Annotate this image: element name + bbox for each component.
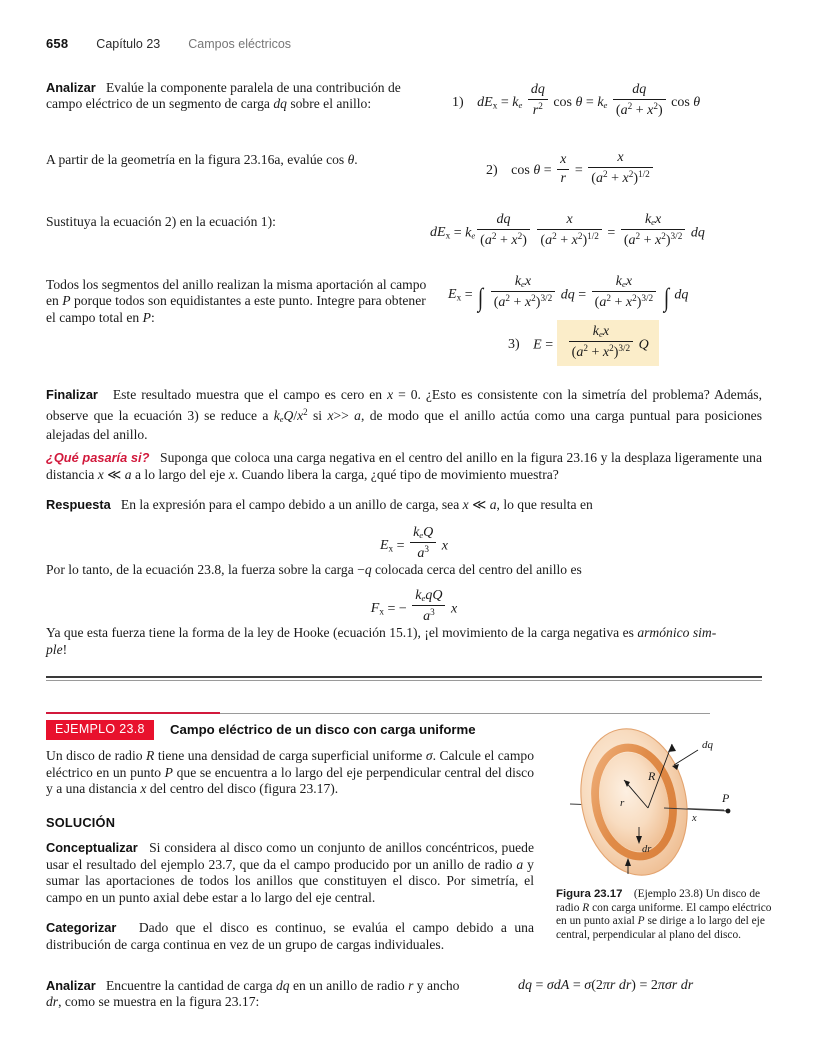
dq-leader-line xyxy=(674,750,698,765)
example-badge: EJEMPLO 23.8 xyxy=(46,720,154,740)
step-1-text: Analizar Evalúe la componente paralela de una contribución de campo eléctrico de un segmento de carga dq sobre el anillo: xyxy=(46,80,401,112)
what-if-label: ¿Qué pasaría si? xyxy=(46,450,150,465)
equation-integral: $E_x$ = ∫ $\frac{\text{kex}}{(a^2 + x^2)^{3/2}}$ dq = $\frac{\text{kex}}{(a^2 + x^2)^{3/2}}$ ∫ dq xyxy=(448,274,689,312)
highlighted-equation: $\frac{\text{kex}}{(a^2 + x^2)^{3/2}}$ Q xyxy=(557,320,659,366)
hooke-conclusion-paragraph: Ya que esta fuerza tiene la forma de la ley de Hooke (ecuación 15.1), ¡el movimiento de la carga negativa es armónico sim- ple! xyxy=(46,625,717,657)
example-grey-rule xyxy=(220,713,710,714)
section-divider-thin xyxy=(46,680,762,681)
label-x: x xyxy=(692,813,697,824)
respuesta-label: Respuesta xyxy=(46,497,111,512)
point-P-marker xyxy=(726,809,731,814)
equation-2-number: 2) xyxy=(486,163,498,179)
figure-number: Figura 23.17 xyxy=(556,888,623,900)
categorizar-label: Categorizar xyxy=(46,920,117,935)
hooke-intro-paragraph: Por lo tanto, de la ecuación 23.8, la fuerza sobre la carga −q colocada cerca del centro del anillo es xyxy=(46,562,582,577)
analizar-label: Analizar xyxy=(46,978,96,993)
step-3-text: Sustituya la ecuación 2) en la ecuación 1): xyxy=(46,214,276,229)
conceptualizar-paragraph: Conceptualizar Si considera al disco como un conjunto de anillos concéntricos, puede usar el resultado del ejemplo 23.7, que da el campo producido por un anillo de radio a y sumar las aportaciones de todos los anillos que constituyen el disco. Por simetría, el campo en un punto axial debe estar a lo largo del eje central. xyxy=(46,840,534,905)
figure-23-17 xyxy=(556,722,772,882)
respuesta-paragraph: Respuesta En la expresión para el campo debido a un anillo de carga, sea x ≪ a, lo que resulta en xyxy=(46,497,593,512)
equation-3-boxed-wrap: 3) E = $\frac{\text{kex}}{(a^2 + x^2)^{3/2}}$ Q xyxy=(508,320,659,366)
section-divider-thick xyxy=(46,676,762,678)
disk-diagram-svg xyxy=(556,722,772,882)
chapter-title: Campos eléctricos xyxy=(188,37,292,51)
equation-dq: dq = σdA = σ(2πr dr) = 2πσr dr xyxy=(518,978,694,993)
equation-ex-small: $E_x$ = $\frac{\text{keQ}}{a^3}$ x xyxy=(379,525,448,561)
finalizar-label: Finalizar xyxy=(46,387,98,402)
label-R: R xyxy=(648,769,656,783)
equation-force: $F_x$ = − $\frac{\text{keqQ}}{a^3}$ x xyxy=(370,588,458,624)
categorizar-paragraph: Categorizar Dado que el disco es continuo, se evalúa el campo debido a una distribución de carga continua en vez de un grupo de cargas individuales. xyxy=(46,920,534,952)
solution-heading: SOLUCIÓN xyxy=(46,815,116,830)
equation-1: 1) $dE_x$ = ke $\frac{dq}{r^2}$ cos θ = ke $\frac{dq}{(a^2 + x^2)}$ cos θ xyxy=(452,82,701,118)
what-if-paragraph: ¿Qué pasaría si? Suponga que coloca una carga negativa en el centro del anillo en la figura 23.16 y la desplaza ligeramente una distancia x ≪ a a lo largo del eje x. Cuando libera la carga, ¿qué tipo de movimiento muestra? xyxy=(46,450,762,482)
step-4-text: Todos los segmentos del anillo realizan la misma aportación al campo en P porque todos son equidistantes a este punto. Integre para obtener el campo total en P: xyxy=(46,277,427,325)
label-P: P xyxy=(722,791,730,805)
label-r: r xyxy=(620,797,625,809)
step-2-text: A partir de la geometría en la figura 23.16a, evalúe cos θ. xyxy=(46,152,358,167)
chapter-label: Capítulo 23 xyxy=(96,37,161,51)
equation-2: 2) cos θ = $\frac{x}{r}$ = $\frac{x}{(a^2 + x^2)^{1/2}}$ xyxy=(486,150,655,186)
analizar-disk-text: Analizar Encuentre la cantidad de carga dq en un anillo de radio r y ancho dr, como se muestra en la figura 23.17: xyxy=(46,978,460,1010)
equation-3-number: 3) xyxy=(508,337,520,353)
equation-3-substitute: $dE_x$ = ke $\frac{dq}{(a^2 + x^2)}$ $\frac{x}{(a^2 + x^2)^{1/2}}$ = $\frac{\text{kex}}{(a^2 + x^2)^{3/2}}$ dq xyxy=(430,212,705,248)
radius-R-arrowhead xyxy=(668,744,676,752)
finalizar-paragraph: Finalizar Este resultado muestra que el campo es cero en x = 0. ¿Esto es consistente con la simetría del problema? Además, observe que la ecuación 3) se reduce a keQ/$x^2$ si x>> a, de modo que el anillo actúa como una carga puntual para posiciones alejadas del anillo. xyxy=(46,387,762,443)
running-head xyxy=(46,36,291,51)
step-1-label: Analizar xyxy=(46,80,96,95)
label-dr: dr xyxy=(642,844,652,855)
example-red-rule xyxy=(46,712,220,714)
example-title: Campo eléctrico de un disco con carga uniforme xyxy=(170,722,476,737)
figure-caption: Figura 23.17 (Ejemplo 23.8) Un disco de radio R con carga uniforme. El campo eléctrico en un punto axial P se dirige a lo largo del eje central, perpendicular al plano del disco. xyxy=(556,888,772,941)
conceptualizar-label: Conceptualizar xyxy=(46,840,138,855)
example-statement: Un disco de radio R tiene una densidad de carga superficial uniforme σ. Calcule el campo eléctrico en un punto P que se encuentra a lo largo del eje perpendicular central del disco y a una distancia x del centro del disco (figura 23.17). xyxy=(46,748,534,797)
equation-1-number: 1) xyxy=(452,95,464,111)
page-number: 658 xyxy=(46,36,69,51)
label-dq: dq xyxy=(702,739,713,751)
